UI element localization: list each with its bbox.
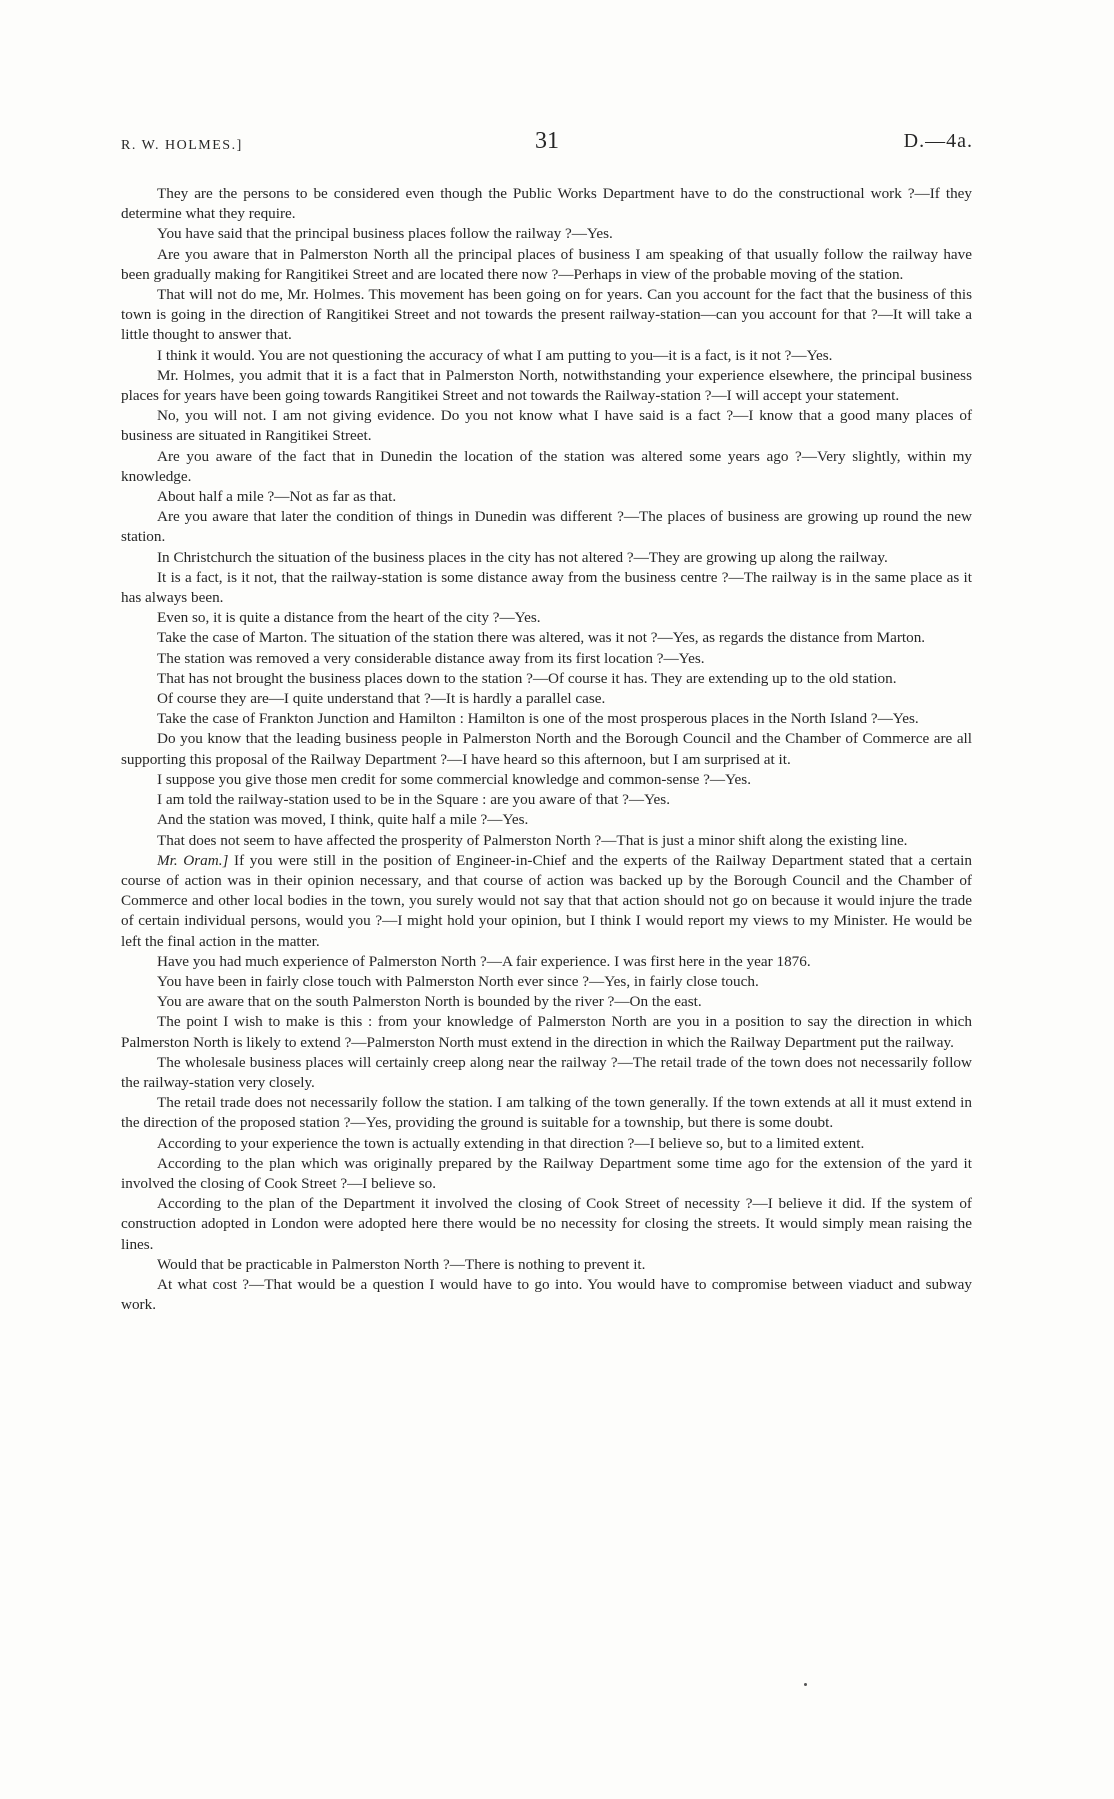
paragraph-text: That does not seem to have affected the prosperity of Palmerston North ?—That is just a minor shift along the existing line. bbox=[157, 831, 908, 849]
paragraph-text: At what cost ?—That would be a question I would have to go into. You would have to compromise between viaduct and subway work. bbox=[121, 1275, 972, 1314]
paragraph-text: According to the plan of the Department it involved the closing of Cook Street of necessity ?—I believe it did. If the system of construction adopted in London were adopted here there would be no necessity for closing the streets. It would simply mean raising the lines. bbox=[121, 1195, 972, 1253]
paragraph-text: Take the case of Marton. The situation of the station there was altered, was it not ?—Yes, as regards the distance from Marton. bbox=[157, 629, 926, 647]
paragraph-text: Do you know that the leading business people in Palmerston North and the Borough Council and the Chamber of Commerce are all supporting this proposal of the Railway Department ?—I have heard so this afternoon, but I am surprised at it. bbox=[121, 730, 972, 768]
paragraph bbox=[121, 507, 972, 547]
paragraph bbox=[121, 972, 972, 992]
paragraph bbox=[121, 992, 972, 1012]
paragraph bbox=[121, 346, 972, 366]
paragraph bbox=[121, 447, 972, 487]
paragraph bbox=[121, 831, 972, 851]
paragraph bbox=[121, 952, 972, 972]
paragraph-text: Mr. Holmes, you admit that it is a fact that in Palmerston North, notwithstanding your experience elsewhere, the principal business places for years have been going towards Rangitikei Street and not towards the Railway-station ?—I will accept your statement. bbox=[121, 366, 972, 405]
paragraph-text: Take the case of Frankton Junction and Hamilton : Hamilton is one of the most prosperous places in the North Island ?—Yes. bbox=[157, 710, 919, 728]
paragraph-text: Of course they are—I quite understand that ?—It is hardly a parallel case. bbox=[157, 690, 606, 708]
paragraph-text: And the station was moved, I think, quite half a mile ?—Yes. bbox=[157, 811, 529, 829]
paragraph-text: That has not brought the business places down to the station ?—Of course it has. They are extending up to the old station. bbox=[157, 669, 897, 687]
paragraph bbox=[121, 851, 972, 952]
paragraph bbox=[121, 406, 972, 446]
paragraph bbox=[121, 1194, 972, 1255]
paragraph-text: The point I wish to make is this : from your knowledge of Palmerston North are you in a position to say the direction in which Palmerston North is likely to extend ?—Palmerston North must extend in the direction in which the Railway Department put the railway. bbox=[121, 1013, 972, 1051]
paragraph bbox=[121, 608, 972, 628]
paragraph-text: It is a fact, is it not, that the railway-station is some distance away from the business centre ?—The railway is in the same place as it has always been. bbox=[121, 568, 972, 607]
paragraph-text: I am told the railway-station used to be in the Square : are you aware of that ?—Yes. bbox=[157, 791, 670, 809]
paragraph bbox=[121, 1093, 972, 1133]
paragraph-text: The retail trade does not necessarily follow the station. I am talking of the town generally. If the town extends at all it must extend in the direction of the proposed station ?—Yes, providing the ground is suitable for a township, but there is some doubt. bbox=[121, 1094, 972, 1132]
paragraph bbox=[121, 729, 972, 769]
paragraph-text: Are you aware of the fact that in Dunedin the location of the station was altered some years ago ?—Very slightly, within my knowledge. bbox=[121, 447, 972, 485]
paragraph-text: The station was removed a very considerable distance away from its first location ?—Yes. bbox=[157, 649, 705, 667]
evidence-text bbox=[121, 184, 972, 1315]
paragraph bbox=[121, 628, 972, 648]
paragraph bbox=[121, 366, 972, 406]
paragraph-text: About half a mile ?—Not as far as that. bbox=[157, 488, 397, 506]
paragraph-text: I suppose you give those men credit for some commercial knowledge and common-sense ?—Yes. bbox=[157, 770, 752, 788]
paragraph bbox=[121, 1134, 972, 1154]
paragraph-text: Are you aware that in Palmerston North all the principal places of business I am speaking of that usually follow the railway have been gradually making for Rangitikei Street and are located there now ?—Perhaps in view of the probable moving of the station. bbox=[121, 245, 972, 283]
paragraph-text: That will not do me, Mr. Holmes. This movement has been going on for years. Can you account for the fact that the business of this town is going in the direction of Rangitikei Street and not towards the present railway-station—can you account for that ?—It will take a little thought to answer that. bbox=[121, 286, 972, 344]
paragraph bbox=[121, 810, 972, 830]
paragraph bbox=[121, 1255, 972, 1275]
paragraph-text: You have said that the principal business places follow the railway ?—Yes. bbox=[157, 225, 613, 243]
page-number: 31 bbox=[535, 128, 559, 154]
paragraph-text: Have you had much experience of Palmerston North ?—A fair experience. I was first here in the year 1876. bbox=[157, 952, 811, 970]
paragraph bbox=[121, 649, 972, 669]
paragraph bbox=[121, 224, 972, 244]
paragraph bbox=[121, 245, 972, 285]
paragraph bbox=[121, 1154, 972, 1194]
paragraph-text: Even so, it is quite a distance from the heart of the city ?—Yes. bbox=[157, 609, 541, 627]
paragraph-text: They are the persons to be considered even though the Public Works Department have to do the constructional work ?—If they determine what they require. bbox=[121, 185, 972, 223]
paragraph-text: According to your experience the town is actually extending in that direction ?—I believe so, but to a limited extent. bbox=[157, 1134, 865, 1152]
paragraph bbox=[121, 1275, 972, 1315]
paragraph-text: In Christchurch the situation of the business places in the city has not altered ?—They are growing up along the railway. bbox=[157, 548, 888, 566]
paragraph-text: I think it would. You are not questioning the accuracy of what I am putting to you—it is a fact, is it not ?—Yes. bbox=[157, 346, 833, 364]
speaker-label: Mr. Oram.] bbox=[157, 851, 229, 869]
paragraph bbox=[121, 1053, 972, 1093]
paragraph bbox=[121, 285, 972, 346]
paragraph bbox=[121, 669, 972, 689]
document-reference: D.—4a. bbox=[903, 130, 973, 152]
paragraph-text: If you were still in the position of Engineer-in-Chief and the experts of the Railway Department stated that a certain course of action was in their opinion necessary, and that course of action was backed up by the Borough Council and the Chamber of Commerce and other local bodies in the town, you surely would not say that that action should not go on because it would injure the trade of certain individual persons, would you ?—I might hold your opinion, but I think I would report my views to my Minister. He would be left the final action in the matter. bbox=[121, 851, 972, 950]
paragraph-text: You are aware that on the south Palmerston North is bounded by the river ?—On the east. bbox=[157, 993, 702, 1011]
paragraph-text: According to the plan which was originally prepared by the Railway Department some time ago for the extension of the yard it involved the closing of Cook Street ?—I believe so. bbox=[121, 1154, 972, 1192]
paragraph-text: No, you will not. I am not giving evidence. Do you not know what I have said is a fact ?—I know that a good many places of business are situated in Rangitikei Street. bbox=[121, 407, 972, 445]
paragraph bbox=[121, 487, 972, 507]
paragraph-text: You have been in fairly close touch with Palmerston North ever since ?—Yes, in fairly close touch. bbox=[157, 972, 759, 990]
paragraph bbox=[121, 770, 972, 790]
witness-name: R. W. HOLMES.] bbox=[121, 138, 243, 153]
paragraph bbox=[121, 548, 972, 568]
speck-mark bbox=[804, 1683, 807, 1686]
paragraph bbox=[121, 709, 972, 729]
paragraph-text: The wholesale business places will certainly creep along near the railway ?—The retail trade of the town does not necessarily follow the railway-station very closely. bbox=[121, 1053, 972, 1091]
paragraph bbox=[121, 689, 972, 709]
paragraph-text: Are you aware that later the condition of things in Dunedin was different ?—The places of business are growing up round the new station. bbox=[121, 508, 972, 546]
paragraph bbox=[121, 568, 972, 608]
paragraph-text: Would that be practicable in Palmerston North ?—There is nothing to prevent it. bbox=[157, 1255, 646, 1273]
paragraph bbox=[121, 1012, 972, 1052]
page-header bbox=[121, 128, 973, 156]
paragraph bbox=[121, 790, 972, 810]
paragraph bbox=[121, 184, 972, 224]
